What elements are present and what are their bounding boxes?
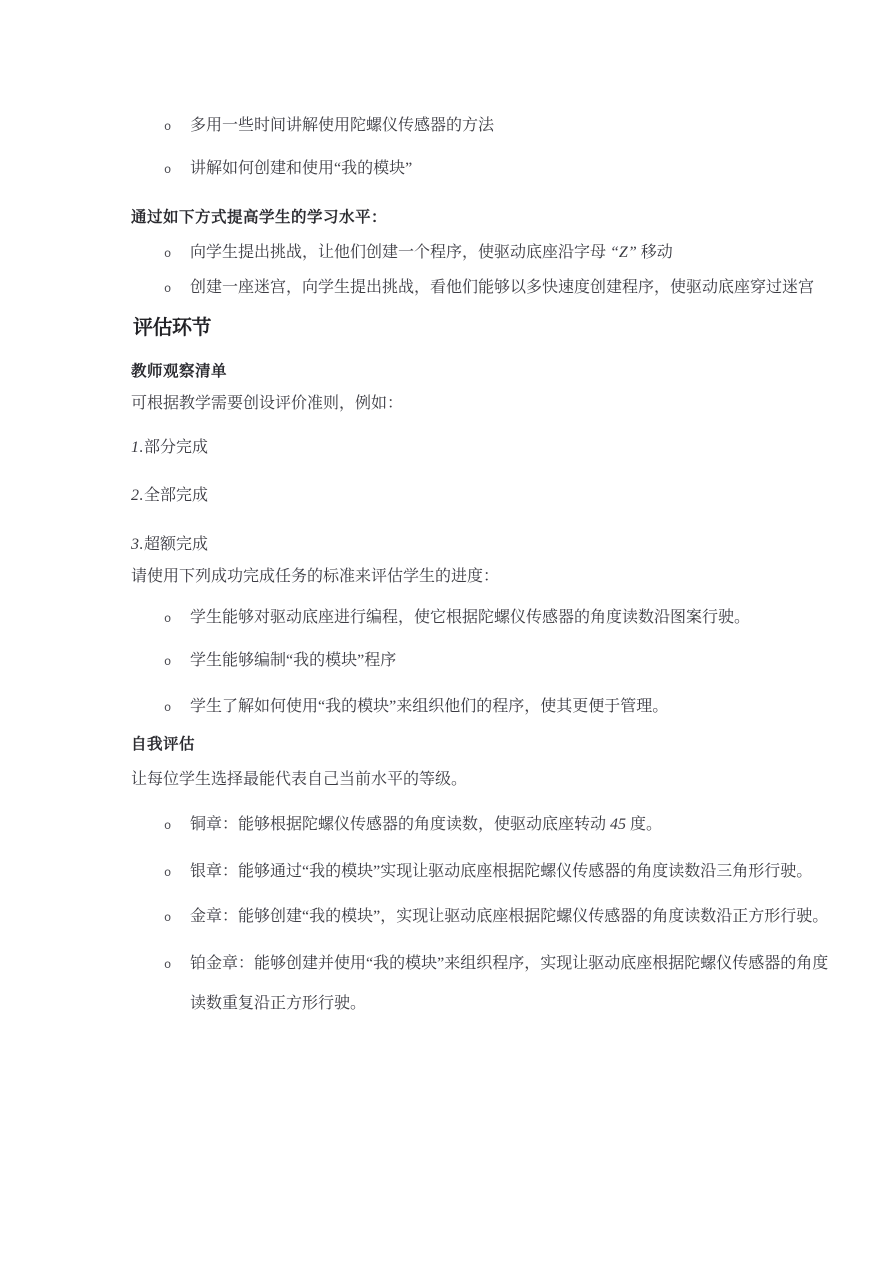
bullet-circle-marker: o xyxy=(164,612,172,626)
bullet-text: 学生了解如何使用“我的模块”来组织他们的程序，使其更便于管理。 xyxy=(190,698,669,715)
numbered-item-text: 全部完成 xyxy=(144,487,209,504)
italic-number-45: 45 xyxy=(610,816,627,833)
numbered-item-text: 超额完成 xyxy=(144,536,209,553)
bullet-text: 讲解如何创建和使用“我的模块” xyxy=(190,160,413,177)
heading-improve-learning: 通过如下方式提高学生的学习水平： xyxy=(131,209,388,226)
bullet-circle-marker: o xyxy=(164,247,172,261)
italic-letter-z: “Z” xyxy=(610,244,637,261)
bullet-circle-marker: o xyxy=(164,655,172,669)
list-item xyxy=(164,117,494,135)
list-item xyxy=(164,652,396,670)
bullet-text: 学生能够对驱动底座进行编程，使它根据陀螺仪传感器的角度读数沿图案行驶。 xyxy=(190,609,751,626)
list-item xyxy=(164,244,673,262)
list-item xyxy=(164,908,828,926)
bullet-circle-marker: o xyxy=(164,701,172,715)
paragraph-self-assessment: 让每位学生选择最能代表自己当前水平的等级。 xyxy=(131,771,468,788)
list-item xyxy=(164,816,662,834)
numbered-item xyxy=(131,536,208,554)
bullet-text: 银章：能够通过“我的模块”实现让驱动底座根据陀螺仪传感器的角度读数沿三角形行驶。 xyxy=(190,863,813,880)
bullet-circle-marker: o xyxy=(164,120,172,134)
bullet-text xyxy=(190,816,662,834)
bullet-circle-marker: o xyxy=(164,819,172,833)
section-title-assessment: 评估环节 xyxy=(133,317,211,339)
list-item xyxy=(164,863,812,881)
bullet-text-before: 向学生提出挑战，让他们创建一个程序，使驱动底座沿字母 xyxy=(190,244,611,261)
item-number: 2. xyxy=(131,487,144,504)
bullet-text: 金章：能够创建“我的模块”，实现让驱动底座根据陀螺仪传感器的角度读数沿正方形行驶。 xyxy=(190,908,829,925)
bullet-text-after: 度。 xyxy=(626,816,663,833)
list-item xyxy=(164,279,814,297)
subheading-self-assessment: 自我评估 xyxy=(131,736,196,753)
bullet-text-before: 铜章：能够根据陀螺仪传感器的角度读数，使驱动底座转动 xyxy=(190,816,611,833)
bullet-circle-marker: o xyxy=(164,163,172,177)
bullet-circle-marker: o xyxy=(164,911,172,925)
numbered-item xyxy=(131,439,208,457)
numbered-item-text: 部分完成 xyxy=(144,439,209,456)
bullet-text: 学生能够编制“我的模块”程序 xyxy=(190,652,397,669)
bullet-text: 创建一座迷宫，向学生提出挑战，看他们能够以多快速度创建程序，使驱动底座穿过迷宫 xyxy=(190,279,815,296)
list-item xyxy=(164,955,828,973)
list-item xyxy=(164,609,750,627)
item-number: 3. xyxy=(131,536,144,553)
subheading-teacher-checklist: 教师观察清单 xyxy=(131,363,228,380)
paragraph-criteria: 请使用下列成功完成任务的标准来评估学生的进度： xyxy=(131,568,500,585)
list-item xyxy=(164,698,668,716)
numbered-item xyxy=(131,487,208,505)
bullet-text: 铂金章：能够创建并使用“我的模块”来组织程序，实现让驱动底座根据陀螺仪传感器的角度 xyxy=(190,955,829,972)
paragraph-rubric: 可根据教学需要创设评价准则，例如： xyxy=(131,395,404,412)
bullet-text xyxy=(190,244,673,262)
bullet-circle-marker: o xyxy=(164,282,172,296)
bullet-circle-marker: o xyxy=(164,866,172,880)
bullet-text-after: 移动 xyxy=(636,244,673,261)
bullet-text: 多用一些时间讲解使用陀螺仪传感器的方法 xyxy=(190,117,495,134)
bullet-text-continuation: 读数重复沿正方形行驶。 xyxy=(190,995,367,1012)
list-item xyxy=(164,160,412,178)
bullet-circle-marker: o xyxy=(164,958,172,972)
item-number: 1. xyxy=(131,439,144,456)
